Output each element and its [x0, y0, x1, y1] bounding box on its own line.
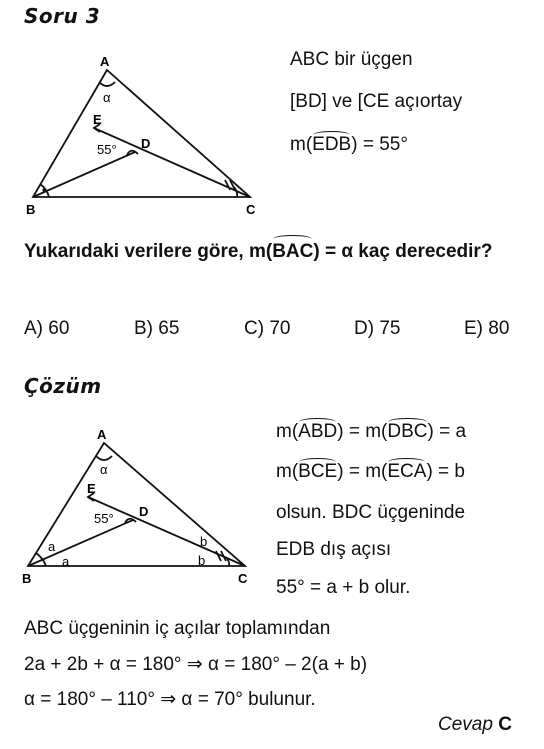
- angle-b-lower-label: b: [198, 553, 206, 568]
- solution-line-4: EDB dış açısı: [276, 539, 392, 560]
- vertex-e-label: E: [93, 112, 102, 127]
- solution-triangle-figure: [0, 418, 270, 593]
- vertex-b-label: B: [26, 202, 36, 217]
- vertex-e-label: E: [87, 481, 96, 496]
- solution-line-8: α = 180° – 110° ⇒ α = 70° bulunur.: [24, 689, 316, 710]
- angle-b-upper-label: b: [200, 534, 208, 549]
- alpha-label: α: [103, 90, 111, 105]
- angle-arc-text: BAC: [272, 238, 313, 266]
- vertex-b-label: B: [22, 571, 32, 586]
- vertex-a-label: A: [97, 427, 107, 442]
- angle-arc-a: [96, 456, 112, 460]
- triangle-abc: [33, 70, 250, 197]
- angle-a-lower-label: a: [62, 554, 70, 569]
- question-text: Yukarıdaki verilere göre, m(BAC) = α kaç derecedir?: [24, 238, 524, 266]
- vertex-a-label: A: [100, 54, 110, 69]
- solution-line-5: 55° = a + b olur.: [276, 577, 411, 598]
- choice-a[interactable]: A) 60: [24, 318, 70, 339]
- alpha-label: α: [100, 462, 108, 477]
- vertex-d-label: D: [139, 504, 149, 519]
- solution-line-2: m(BCE) = m(ECA) = b: [276, 461, 466, 482]
- bisector-ce: [94, 128, 250, 197]
- vertex-d-label: D: [141, 136, 151, 151]
- angle-d-label: 55°: [94, 511, 114, 526]
- choice-c[interactable]: C) 70: [244, 318, 291, 339]
- angle-a-upper-label: a: [48, 539, 56, 554]
- answer-label: Cevap C: [438, 714, 512, 735]
- solution-line-3: olsun. BDC üçgeninde: [276, 502, 466, 523]
- bisector-bd: [28, 520, 133, 566]
- triangle-abc: [28, 443, 245, 566]
- given-line-1: ABC bir üçgen: [290, 49, 413, 70]
- problem-heading: Soru 3: [24, 4, 101, 28]
- solution-line-6: ABC üçgeninin iç açılar toplamından: [24, 618, 331, 639]
- problem-triangle-figure: [0, 40, 290, 225]
- vertex-c-label: C: [238, 571, 248, 586]
- bisector-ce: [88, 497, 245, 566]
- bisector-bd: [33, 152, 135, 197]
- angle-arc-a: [99, 82, 115, 86]
- given-line-2: [BD] ve [CE açıortay: [290, 91, 463, 112]
- answer-letter: C: [498, 714, 512, 735]
- given-line-3: m(EDB) = 55°: [290, 134, 408, 155]
- solution-line-1: m(ABD) = m(DBC) = a: [276, 421, 467, 442]
- solution-line-7: 2a + 2b + α = 180° ⇒ α = 180° – 2(a + b): [24, 654, 368, 675]
- angle-d-label: 55°: [97, 142, 117, 157]
- choice-e[interactable]: E) 80: [464, 318, 510, 339]
- choice-b[interactable]: B) 65: [134, 318, 180, 339]
- angle-arc-text: EDB: [312, 134, 352, 155]
- choice-d[interactable]: D) 75: [354, 318, 401, 339]
- solution-heading: Çözüm: [24, 374, 102, 398]
- vertex-c-label: C: [246, 202, 256, 217]
